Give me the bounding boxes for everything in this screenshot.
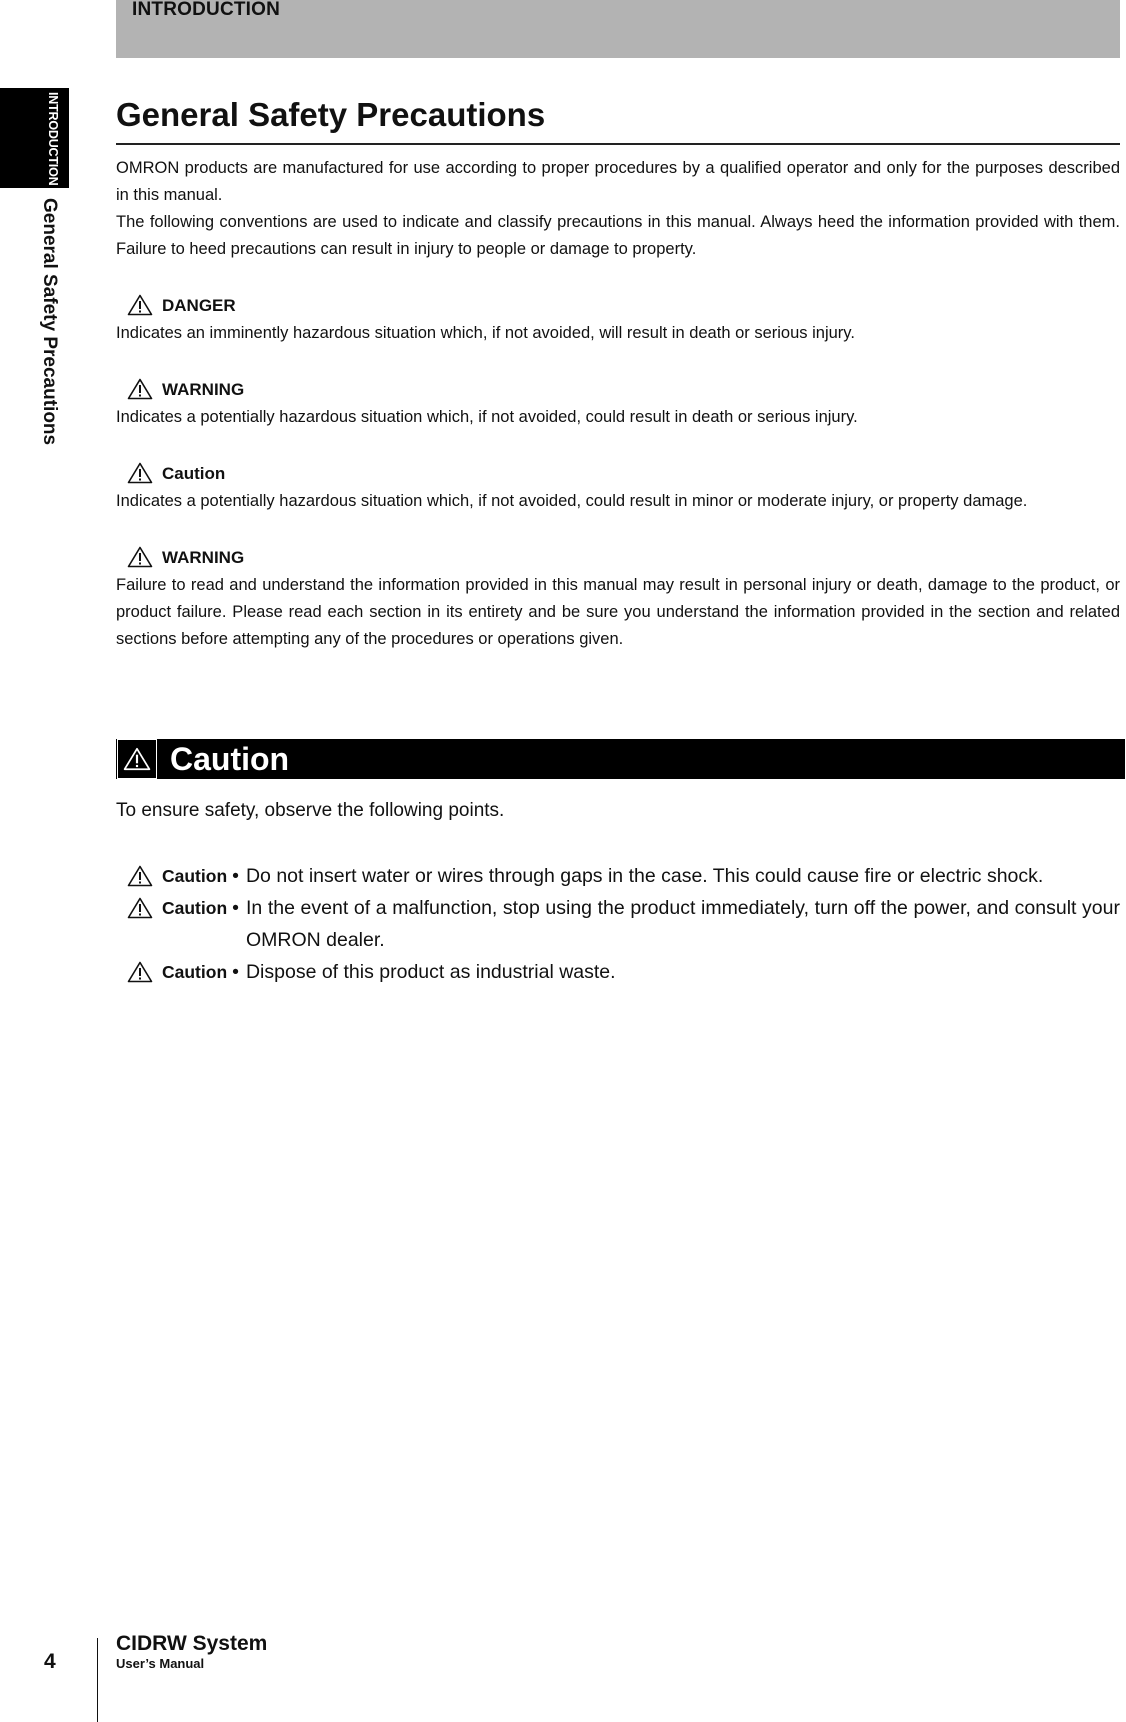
caution-point-label: Caution: [162, 898, 228, 918]
footer-rule: [97, 1638, 98, 1722]
notice-text: Indicates a potentially hazardous situation which, if not avoided, could result in death or serious injury.: [116, 408, 858, 426]
bullet: •: [232, 865, 239, 887]
caution-point: [116, 892, 1120, 956]
caution-point-text: Do not insert water or wires through gaps in the case. This could cause fire or electric shock.: [245, 865, 1044, 887]
notice-danger: [116, 290, 1120, 347]
notice-label: Caution: [162, 463, 226, 483]
section-header: INTRODUCTION: [132, 0, 281, 20]
caution-intro: To ensure safety, observe the following points.: [116, 800, 505, 821]
notice-warning: [116, 374, 1120, 431]
warning-triangle-icon: [127, 961, 153, 983]
notice-text: Indicates an imminently hazardous situation which, if not avoided, will result in death or serious injury.: [116, 324, 855, 342]
notice-warning-manual: [116, 542, 1120, 653]
warning-triangle-icon: [127, 294, 153, 316]
caution-points: [116, 860, 1120, 988]
bullet: •: [232, 897, 239, 919]
notice-label: WARNING: [162, 547, 245, 567]
caution-point-text: Dispose of this product as industrial waste.: [245, 961, 616, 983]
caution-point-label: Caution: [162, 866, 228, 886]
page-number: 4: [44, 1650, 56, 1673]
side-section-title: General Safety Precautions: [39, 198, 60, 446]
notice-caution: [116, 458, 1120, 515]
warning-triangle-icon: [127, 378, 153, 400]
intro-paragraph-2: The following conventions are used to indicate and classify precautions in this manual. Always heed the information provided with them. Failure to heed precautions can result in injury to people or damage to property.: [116, 213, 1120, 258]
notice-label: WARNING: [162, 379, 245, 399]
notice-text: Indicates a potentially hazardous situation which, if not avoided, could result in minor or moderate injury, or property damage.: [116, 492, 1028, 510]
content: [116, 155, 1120, 653]
caution-point: [116, 860, 1120, 892]
warning-triangle-icon: [127, 865, 153, 887]
caution-point: [116, 956, 1120, 988]
caution-icon-box: [117, 739, 157, 779]
caution-point-text: In the event of a malfunction, stop using the product immediately, turn off the power, and consult your OMRON dealer.: [245, 897, 1120, 951]
warning-triangle-icon: [123, 747, 151, 771]
caution-section-title: Caution: [170, 740, 290, 777]
footer-title: CIDRW System: [116, 1632, 268, 1655]
caution-point-label: Caution: [162, 962, 228, 982]
title-rule: [116, 143, 1120, 145]
warning-triangle-icon: [127, 546, 153, 568]
notice-label: DANGER: [162, 295, 236, 315]
footer-subtitle: User’s Manual: [116, 1656, 205, 1671]
notice-text: Failure to read and understand the information provided in this manual may result in personal injury or death, damage to the product, or product failure. Please read each section in its entirety and be sure you understand the information provided in the section and related sections before attempting any of the procedures or operations given.: [116, 576, 1120, 648]
page-title: General Safety Precautions: [116, 96, 546, 133]
side-tab-label: INTRODUCTION: [46, 92, 60, 186]
warning-triangle-icon: [127, 462, 153, 484]
caution-section-bar: [116, 739, 1125, 779]
bullet: •: [232, 961, 239, 983]
warning-triangle-icon: [127, 897, 153, 919]
header-bar: [116, 0, 1120, 58]
intro-paragraph-1: OMRON products are manufactured for use according to proper procedures by a qualified operator and only for the purposes described in this manual.: [116, 159, 1120, 204]
